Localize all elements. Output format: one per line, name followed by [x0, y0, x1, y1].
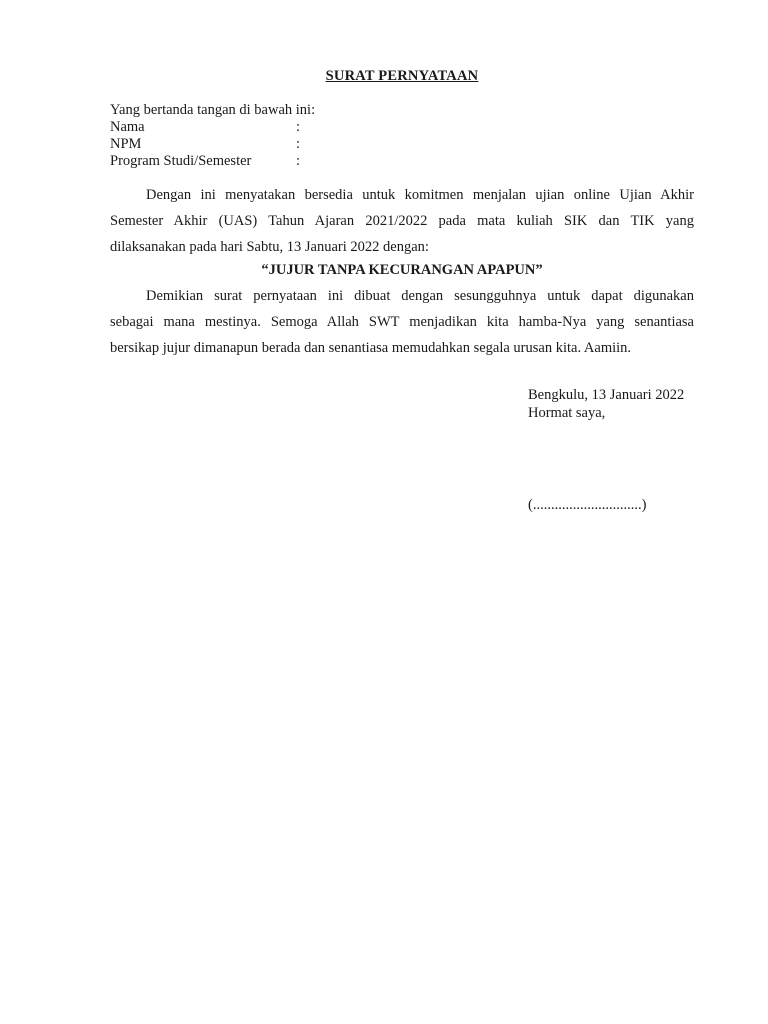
field-colon: : [296, 119, 301, 135]
paragraph-line: Semester Akhir (UAS) Tahun Ajaran 2021/2022 pada mata kuliah SIK dan TIK yang [110, 213, 694, 229]
statement-paragraph [110, 182, 694, 260]
place-date: Bengkulu, 13 Januari 2022 [528, 387, 685, 403]
field-label: NPM [110, 136, 142, 152]
paragraph-line: dilaksanakan pada hari Sabtu, 13 Januari 2022 dengan: [110, 239, 429, 255]
paragraph-line: Demikian surat pernyataan ini dibuat dengan sesungguhnya untuk dapat digunakan [146, 288, 694, 304]
paragraph-line: sebagai mana mestinya. Semoga Allah SWT menjadikan kita hamba-Nya yang senantiasa [110, 314, 694, 330]
field-colon: : [296, 136, 301, 152]
closing-salutation: Hormat saya, [528, 405, 606, 421]
field-label: Program Studi/Semester [110, 153, 252, 169]
intro-text: Yang bertanda tangan di bawah ini: [110, 102, 316, 118]
letter-title: SURAT PERNYATAAN [325, 68, 479, 84]
paragraph-line: Dengan ini menyatakan bersedia untuk komitmen menjalan ujian online Ujian Akhir [146, 187, 694, 203]
motto-heading: “JUJUR TANPA KECURANGAN APAPUN” [261, 262, 543, 278]
closing-paragraph [110, 283, 694, 361]
paragraph-line: bersikap jujur dimanapun berada dan senantiasa memudahkan segala urusan kita. Aamiin. [110, 340, 632, 356]
field-colon: : [296, 153, 301, 169]
signature-line: (..............................) [528, 497, 647, 513]
field-label: Nama [110, 119, 145, 135]
